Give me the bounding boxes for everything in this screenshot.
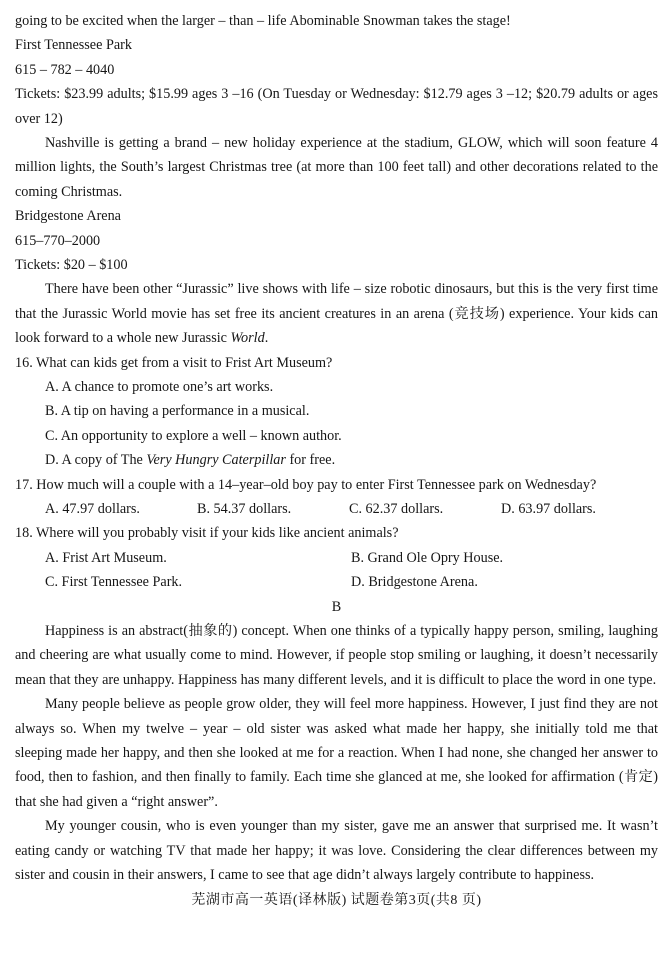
- question-18-option-c: C. First Tennessee Park.: [45, 574, 183, 591]
- question-18-stem: 18. Where will you probably visit if your kids like ancient animals?: [15, 525, 399, 542]
- question-18-options-row1: [15, 546, 658, 570]
- passage-b-paragraph-1: Happiness is an abstract(抽象的) concept. When one thinks of a typically happy person, smiling, laughing and cheering are what usually come to mind. However, if people stop smiling or laughing, it doesn’t necessarily mean that they are unhappy. Happiness has many different levels, and it is difficult to place the word in one type.: [15, 622, 658, 688]
- question-16-option-c: C. An opportunity to explore a well – known author.: [45, 427, 342, 444]
- phone-bridgestone-arena: 615–770–2000: [15, 232, 101, 249]
- paragraph-jurassic-text: There have been other “Jurassic” live shows with life – size robotic dinosaurs, but this is the very first time that the Jurassic World movie has set free its ancient creatures in an arena (竞技场) experience. Your kids can look forward to a whole new Jurassic: [15, 281, 658, 347]
- venue-bridgestone-arena: Bridgestone Arena: [15, 208, 121, 225]
- question-17-option-b: B. 54.37 dollars.: [197, 500, 292, 517]
- passage-continuation-line: going to be excited when the larger – than – life Abominable Snowman takes the stage!: [15, 13, 511, 29]
- question-18-option-a: A. Frist Art Museum.: [45, 549, 167, 566]
- question-17-option-a: A. 47.97 dollars.: [45, 500, 140, 517]
- question-18-options-row2: [15, 570, 658, 594]
- question-16-stem: 16. What can kids get from a visit to Frist Art Museum?: [15, 354, 333, 371]
- paragraph-jurassic-italic: World: [230, 330, 265, 347]
- page-footer: 芜湖市高一英语(译林版) 试题卷第3页(共8 页): [191, 893, 482, 909]
- venue-first-tennessee-park: First Tennessee Park: [15, 37, 132, 54]
- exam-page: [15, 9, 658, 913]
- question-18-option-d: D. Bridgestone Arena.: [351, 574, 478, 591]
- section-label-b: B: [331, 598, 342, 615]
- question-16-option-d-pre: D. A copy of The: [45, 452, 147, 469]
- question-16-option-a: A. A chance to promote one’s art works.: [45, 378, 274, 395]
- question-17-options: [15, 497, 658, 521]
- question-17-stem: 17. How much will a couple with a 14–year–old boy pay to enter First Tennessee park on Wednesday?: [15, 476, 597, 493]
- paragraph-jurassic: [15, 277, 658, 350]
- tickets-first-tennessee-park: Tickets: $23.99 adults; $15.99 ages 3 –16 (On Tuesday or Wednesday: $12.79 ages 3 –12; $20.79 adults or ages over 12): [15, 86, 658, 127]
- question-17-option-c: C. 62.37 dollars.: [349, 500, 444, 517]
- question-17-option-d: D. 63.97 dollars.: [501, 500, 596, 517]
- question-16-option-d: [15, 448, 658, 472]
- passage-b-paragraph-2: Many people believe as people grow older, they will feel more happiness. However, I just find they are not always so. When my twelve – year – old sister was asked what made her happy, she initially told me that sleeping made her happy, and then she looked at me for a reaction. When I had none, she changed her answer to food, then to fashion, and then finally to family. Each time she glanced at me, she looked for affirmation (肯定) that she had given a “right answer”.: [15, 696, 658, 810]
- phone-first-tennessee-park: 615 – 782 – 4040: [15, 61, 115, 78]
- paragraph-jurassic-end: .: [264, 330, 269, 347]
- paragraph-glow: Nashville is getting a brand – new holiday experience at the stadium, GLOW, which will soon feature 4 million lights, the South’s largest Christmas tree (at more than 100 feet tall) and other decorations related to the coming Christmas.: [15, 134, 658, 200]
- tickets-bridgestone-arena: Tickets: $20 – $100: [15, 256, 128, 273]
- passage-b-paragraph-3: My younger cousin, who is even younger than my sister, gave me an answer that surprised me. It wasn’t eating candy or watching TV that made her happy; it was love. Considering the clear differences between my sister and cousin in their answers, I came to see that age didn’t always largely contribute to happiness.: [15, 818, 658, 883]
- question-16-option-d-title: Very Hungry Caterpillar: [146, 452, 286, 469]
- question-16-option-b: B. A tip on having a performance in a musical.: [45, 403, 310, 420]
- question-18-option-b: B. Grand Ole Opry House.: [351, 549, 504, 566]
- question-16-option-d-post: for free.: [285, 452, 336, 469]
